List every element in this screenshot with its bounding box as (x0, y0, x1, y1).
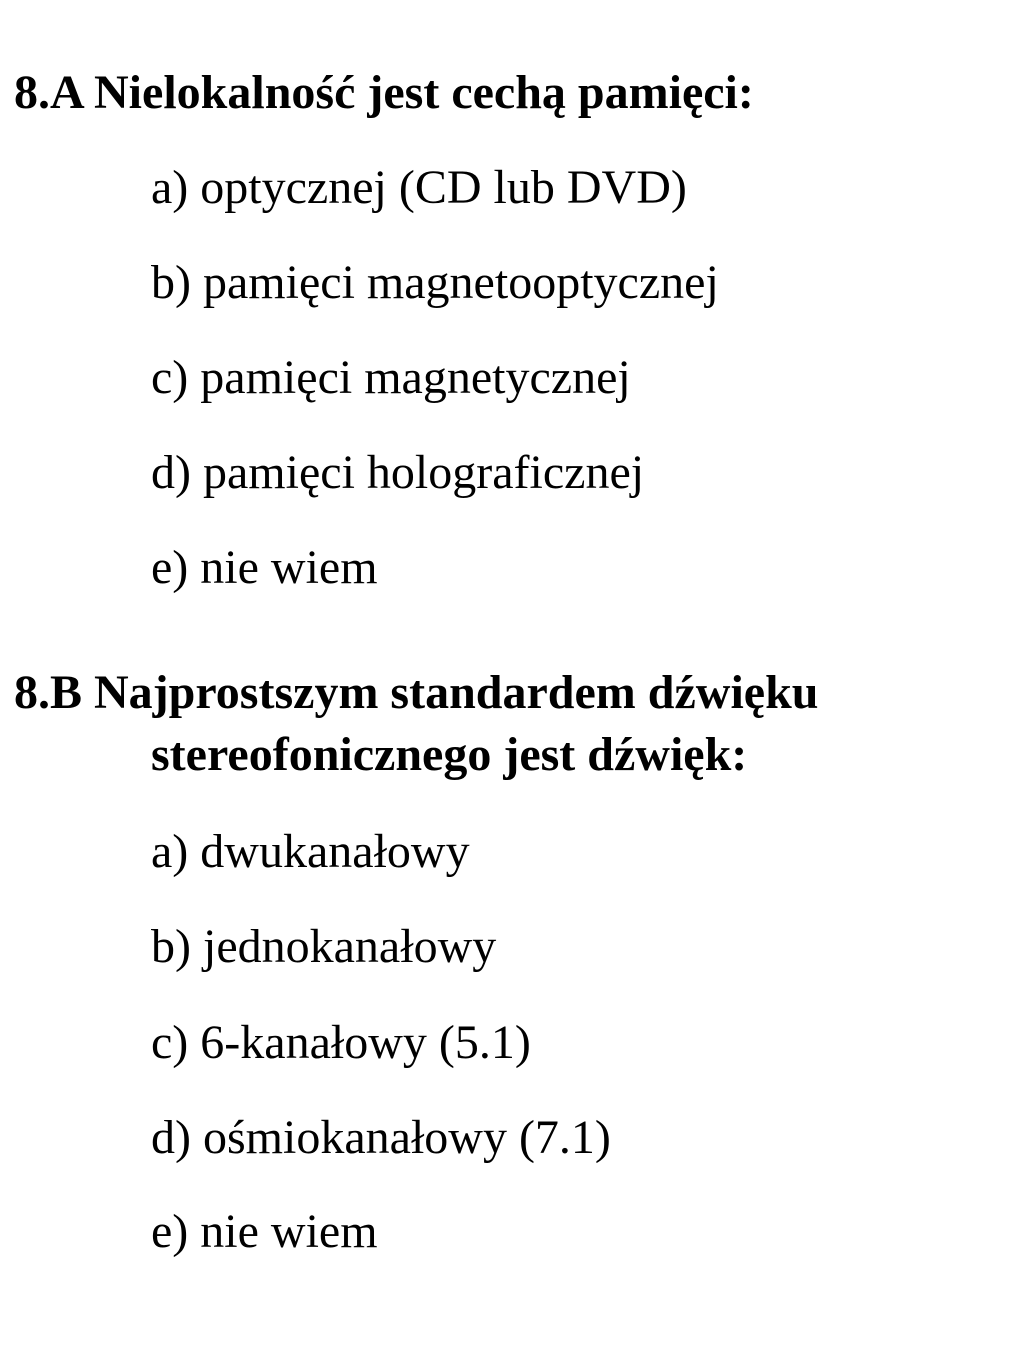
question-8b-option-a: a) dwukanałowy (151, 825, 470, 878)
question-8b-option-c: c) 6-kanałowy (5.1) (151, 1016, 531, 1069)
question-8b-title-line1: 8.B Najprostszym standardem dźwięku (14, 666, 819, 719)
question-8b-title (14, 662, 818, 786)
question-8a-option-b: b) pamięci magnetooptycznej (151, 256, 719, 309)
question-8b-option-e: e) nie wiem (151, 1205, 378, 1258)
question-8a-option-e: e) nie wiem (151, 541, 378, 594)
question-8a-option-a: a) optycznej (CD lub DVD) (151, 161, 687, 214)
question-8a-title: 8.A Nielokalność jest cechą pamięci: (14, 66, 754, 119)
question-8b-title-line2: stereofonicznego jest dźwięk: (151, 728, 748, 781)
question-8a-option-d: d) pamięci holograficznej (151, 446, 645, 499)
question-8a-option-c: c) pamięci magnetycznej (151, 351, 631, 404)
question-8b-option-d: d) ośmiokanałowy (7.1) (151, 1111, 611, 1164)
question-8b-option-b: b) jednokanałowy (151, 920, 497, 973)
